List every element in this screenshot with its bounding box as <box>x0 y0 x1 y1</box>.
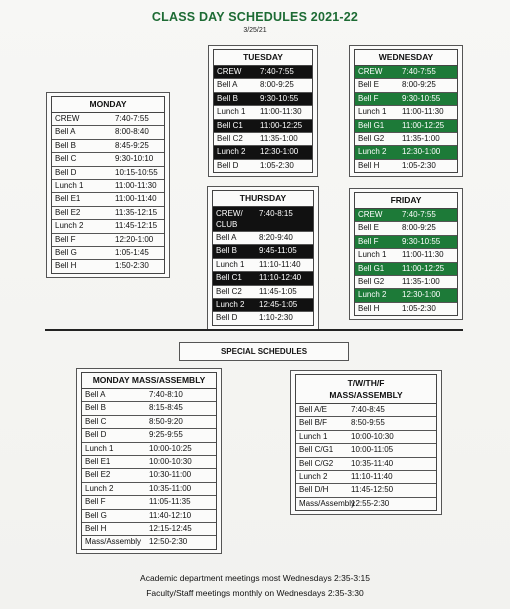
period-label: Bell B/F <box>299 418 328 428</box>
period-label: Lunch 2 <box>85 483 114 493</box>
period-label: Bell F <box>55 234 76 244</box>
schedule-row <box>355 249 457 262</box>
period-label: Bell E1 <box>85 457 111 467</box>
period-label: Bell B <box>85 403 106 413</box>
schedule-row <box>52 140 164 153</box>
period-time: 8:15-8:45 <box>149 403 183 413</box>
period-label: Bell G1 <box>358 263 385 273</box>
schedule-row <box>355 222 457 235</box>
period-label: Bell F <box>85 497 106 507</box>
period-time: 9:25-9:55 <box>149 430 183 440</box>
schedule-row <box>296 458 436 471</box>
schedule-row <box>355 146 457 159</box>
period-time: 7:40-7:55 <box>260 67 294 76</box>
period-label: Bell A <box>55 127 76 137</box>
period-label: CREW <box>358 67 383 76</box>
period-time: 11:00-11:30 <box>402 250 444 260</box>
period-label: Bell A <box>216 233 237 242</box>
period-label: Lunch 2 <box>358 290 387 300</box>
period-time: 10:30-11:00 <box>149 470 192 480</box>
schedule-row <box>355 93 457 106</box>
wednesday-schedule <box>349 45 463 177</box>
period-label: Mass/Assembly <box>85 537 142 547</box>
twthf-mass-title <box>295 374 437 403</box>
schedule-row <box>52 234 164 247</box>
page-date: 3/25/21 <box>243 27 267 34</box>
period-time: 8:20-9:40 <box>259 233 293 242</box>
schedule-row <box>82 496 216 509</box>
period-time: 12:30-1:00 <box>402 147 441 157</box>
schedule-row <box>296 484 436 497</box>
schedule-row <box>214 79 312 92</box>
schedule-row <box>82 456 216 469</box>
friday-title: FRIDAY <box>354 192 458 208</box>
schedule-row <box>52 113 164 126</box>
schedule-row <box>213 286 313 299</box>
schedule-row <box>52 247 164 260</box>
tuesday-schedule <box>208 45 318 177</box>
period-time: 11:35-12:15 <box>115 207 158 217</box>
period-time: 8:00-9:25 <box>402 223 436 233</box>
period-time: 9:30-10:55 <box>260 93 299 103</box>
period-time: 11:00-11:30 <box>115 181 157 191</box>
schedule-row <box>296 444 436 457</box>
friday-rows <box>354 208 458 316</box>
period-label: Lunch 1 <box>216 259 245 269</box>
period-label: Bell A/E <box>299 405 328 414</box>
period-label: CREW/ CLUB <box>216 209 243 229</box>
period-label: Lunch 1 <box>358 250 387 260</box>
period-label: CREW <box>217 67 242 76</box>
period-time: 8:50-9:20 <box>149 416 183 426</box>
schedule-row <box>355 209 457 222</box>
schedule-row <box>82 443 216 456</box>
twthf-mass-schedule <box>290 370 442 515</box>
wednesday-rows <box>354 65 458 173</box>
schedule-row <box>82 429 216 442</box>
period-time: 12:30-1:00 <box>402 290 441 300</box>
schedule-row <box>82 416 216 429</box>
period-label: Bell G2 <box>358 134 385 144</box>
period-label: Bell C2 <box>216 286 242 296</box>
special-schedules-heading: SPECIAL SCHEDULES <box>179 342 349 361</box>
period-time: 12:45-1:05 <box>259 300 298 310</box>
schedule-row <box>82 536 216 548</box>
schedule-row <box>296 498 436 510</box>
period-label: Bell C/G2 <box>299 458 334 468</box>
period-time: 8:50-9:55 <box>351 418 385 428</box>
period-time: 11:40-12:10 <box>149 510 192 520</box>
tuesday-rows <box>213 65 313 173</box>
schedule-row <box>296 431 436 444</box>
period-time: 11:45-12:50 <box>351 485 394 495</box>
schedule-row <box>82 402 216 415</box>
period-label: Bell H <box>358 303 380 313</box>
section-divider <box>45 329 463 331</box>
schedule-row <box>214 106 312 119</box>
period-label: Bell H <box>85 524 107 534</box>
schedule-row <box>213 259 313 272</box>
period-time: 8:45-9:25 <box>115 140 149 150</box>
period-label: Bell G <box>85 510 107 520</box>
period-label: Bell A <box>217 80 238 90</box>
schedule-row <box>355 276 457 289</box>
period-time: 1:05-1:45 <box>115 248 149 258</box>
period-label: Bell B <box>55 140 76 150</box>
period-time: 11:35-1:00 <box>260 134 298 144</box>
period-time: 11:45-1:05 <box>259 286 297 296</box>
schedule-row <box>296 417 436 430</box>
twthf-mass-rows <box>295 403 437 511</box>
period-label: Bell D <box>85 430 107 440</box>
monday-schedule <box>46 92 170 278</box>
period-label: Bell C2 <box>217 134 243 144</box>
monday-mass-title: MONDAY MASS/ASSEMBLY <box>81 372 217 388</box>
period-label: Lunch 1 <box>85 443 114 453</box>
period-time: 10:00-11:05 <box>351 445 394 455</box>
period-time: 11:35-1:00 <box>402 277 440 287</box>
period-label: Bell H <box>358 160 380 170</box>
period-label: Bell D/H <box>299 485 329 495</box>
period-label: Bell D <box>55 167 77 177</box>
period-time: 1:05-2:30 <box>402 160 436 170</box>
period-label: Bell E1 <box>55 194 81 204</box>
period-time: 11:00-11:30 <box>260 107 302 117</box>
period-time: 10:15-10:55 <box>115 167 158 177</box>
period-time: 1:50-2:30 <box>115 261 149 271</box>
schedule-row <box>355 133 457 146</box>
period-time: 9:30-10:10 <box>115 154 154 164</box>
schedule-row <box>82 523 216 536</box>
schedule-row <box>355 263 457 276</box>
schedule-row <box>213 245 313 258</box>
schedule-row <box>355 160 457 172</box>
period-time: 11:35-1:00 <box>402 134 440 144</box>
schedule-row <box>355 79 457 92</box>
period-time: 11:10-11:40 <box>259 259 301 269</box>
period-time: 12:55-2:30 <box>351 498 390 508</box>
period-label: Lunch 2 <box>216 300 245 310</box>
period-label: Bell B <box>216 246 237 256</box>
footer-staff-meetings: Faculty/Staff meetings monthly on Wednesdays 2:35-3:30 <box>146 588 364 598</box>
period-label: Bell C/G1 <box>299 445 334 455</box>
schedule-row <box>296 404 436 417</box>
twthf-mass-title-line2: MASS/ASSEMBLY <box>329 390 403 400</box>
period-label: Lunch 2 <box>299 472 328 482</box>
period-label: Lunch 1 <box>299 431 328 441</box>
footer-department-meetings: Academic department meetings most Wednesdays 2:35-3:15 <box>140 573 370 583</box>
period-time: 7:40-7:55 <box>115 114 149 123</box>
period-time: 11:00-12:25 <box>260 120 303 130</box>
period-label: Bell F <box>358 236 379 246</box>
period-label: Bell D <box>216 313 238 323</box>
period-label: Lunch 1 <box>55 181 84 191</box>
period-label: Bell E2 <box>85 470 111 480</box>
period-time: 7:40-8:15 <box>259 209 293 218</box>
schedule-row <box>355 236 457 249</box>
period-time: 11:05-11:35 <box>149 497 191 507</box>
schedule-row <box>82 483 216 496</box>
period-time: 7:40-8:45 <box>351 405 385 414</box>
period-time: 10:35-11:40 <box>351 458 394 468</box>
thursday-rows <box>212 206 314 326</box>
period-label: Bell H <box>55 261 77 271</box>
schedule-row <box>82 389 216 402</box>
period-time: 7:40-8:10 <box>149 390 183 399</box>
schedule-row <box>214 66 312 79</box>
schedule-row <box>213 232 313 245</box>
period-label: Bell F <box>358 93 379 103</box>
period-time: 1:10-2:30 <box>259 313 293 323</box>
period-label: CREW <box>358 210 383 219</box>
period-time: 12:50-2:30 <box>149 537 188 547</box>
thursday-schedule <box>207 186 319 330</box>
period-time: 7:40-7:55 <box>402 67 436 76</box>
period-label: Bell E2 <box>55 207 81 217</box>
monday-mass-schedule <box>76 368 222 554</box>
period-time: 10:00-10:25 <box>149 443 192 453</box>
period-time: 7:40-7:55 <box>402 210 436 219</box>
period-time: 11:00-11:30 <box>402 107 444 117</box>
schedule-row <box>355 289 457 302</box>
schedule-row <box>296 471 436 484</box>
period-label: CREW <box>55 114 80 123</box>
schedule-row <box>214 120 312 133</box>
schedule-row <box>213 272 313 285</box>
period-time: 11:00-12:25 <box>402 263 445 273</box>
period-label: Bell G1 <box>358 120 385 130</box>
period-time: 1:05-2:30 <box>260 160 294 170</box>
period-label: Bell G <box>55 248 77 258</box>
schedule-row <box>52 193 164 206</box>
period-label: Lunch 2 <box>55 221 84 231</box>
period-time: 12:20-1:00 <box>115 234 154 244</box>
schedule-row <box>213 207 313 232</box>
monday-rows <box>51 112 165 274</box>
schedule-row <box>213 312 313 324</box>
period-time: 9:30-10:55 <box>402 93 441 103</box>
schedule-row <box>82 510 216 523</box>
period-time: 8:00-9:25 <box>402 80 436 90</box>
period-label: Bell C1 <box>217 120 243 130</box>
period-time: 12:15-12:45 <box>149 524 192 534</box>
period-time: 11:00-12:25 <box>402 120 445 130</box>
schedule-row <box>52 153 164 166</box>
friday-schedule <box>349 188 463 320</box>
period-label: Bell A <box>85 390 106 399</box>
period-time: 8:00-9:25 <box>260 80 294 90</box>
schedule-row <box>213 299 313 312</box>
schedule-row <box>52 180 164 193</box>
twthf-mass-title-line1: T/W/TH/F <box>347 378 385 388</box>
period-time: 9:45-11:05 <box>259 246 297 256</box>
period-time: 10:00-10:30 <box>351 431 394 441</box>
period-time: 11:00-11:40 <box>115 194 157 204</box>
period-time: 12:30-1:00 <box>260 147 299 157</box>
period-label: Bell D <box>217 160 239 170</box>
page-title: CLASS DAY SCHEDULES 2021-22 <box>151 10 359 24</box>
period-label: Bell G2 <box>358 277 385 287</box>
schedule-row <box>82 469 216 482</box>
tuesday-title: TUESDAY <box>213 49 313 65</box>
period-label: Bell E <box>358 80 379 90</box>
period-label: Lunch 1 <box>358 107 387 117</box>
period-label: Mass/Assembly <box>299 498 356 508</box>
schedule-row <box>52 260 164 272</box>
schedule-row <box>214 160 312 172</box>
schedule-row <box>214 146 312 159</box>
schedule-row <box>52 207 164 220</box>
period-label: Bell B <box>217 93 238 103</box>
schedule-row <box>355 120 457 133</box>
period-label: Bell C <box>85 416 107 426</box>
period-time: 11:10-11:40 <box>351 472 393 482</box>
schedule-row <box>214 133 312 146</box>
thursday-title: THURSDAY <box>212 190 314 206</box>
period-label: Lunch 2 <box>358 147 387 157</box>
schedule-row <box>52 126 164 139</box>
monday-mass-rows <box>81 388 217 550</box>
period-label: Bell E <box>358 223 379 233</box>
schedule-row <box>355 66 457 79</box>
period-time: 10:00-10:30 <box>149 457 192 467</box>
period-label: Bell C <box>55 154 77 164</box>
period-time: 11:10-12:40 <box>259 273 302 283</box>
period-time: 8:00-8:40 <box>115 127 149 137</box>
period-label: Lunch 1 <box>217 107 246 117</box>
period-time: 10:35-11:00 <box>149 483 192 493</box>
schedule-row <box>214 93 312 106</box>
period-label: Bell C1 <box>216 273 242 283</box>
schedule-row <box>355 303 457 315</box>
period-time: 1:05-2:30 <box>402 303 436 313</box>
schedule-row <box>355 106 457 119</box>
monday-title: MONDAY <box>51 96 165 112</box>
period-time: 11:45-12:15 <box>115 221 158 231</box>
schedule-row <box>52 167 164 180</box>
wednesday-title: WEDNESDAY <box>354 49 458 65</box>
period-time: 9:30-10:55 <box>402 236 441 246</box>
period-label: Lunch 2 <box>217 147 246 157</box>
schedule-row <box>52 220 164 233</box>
